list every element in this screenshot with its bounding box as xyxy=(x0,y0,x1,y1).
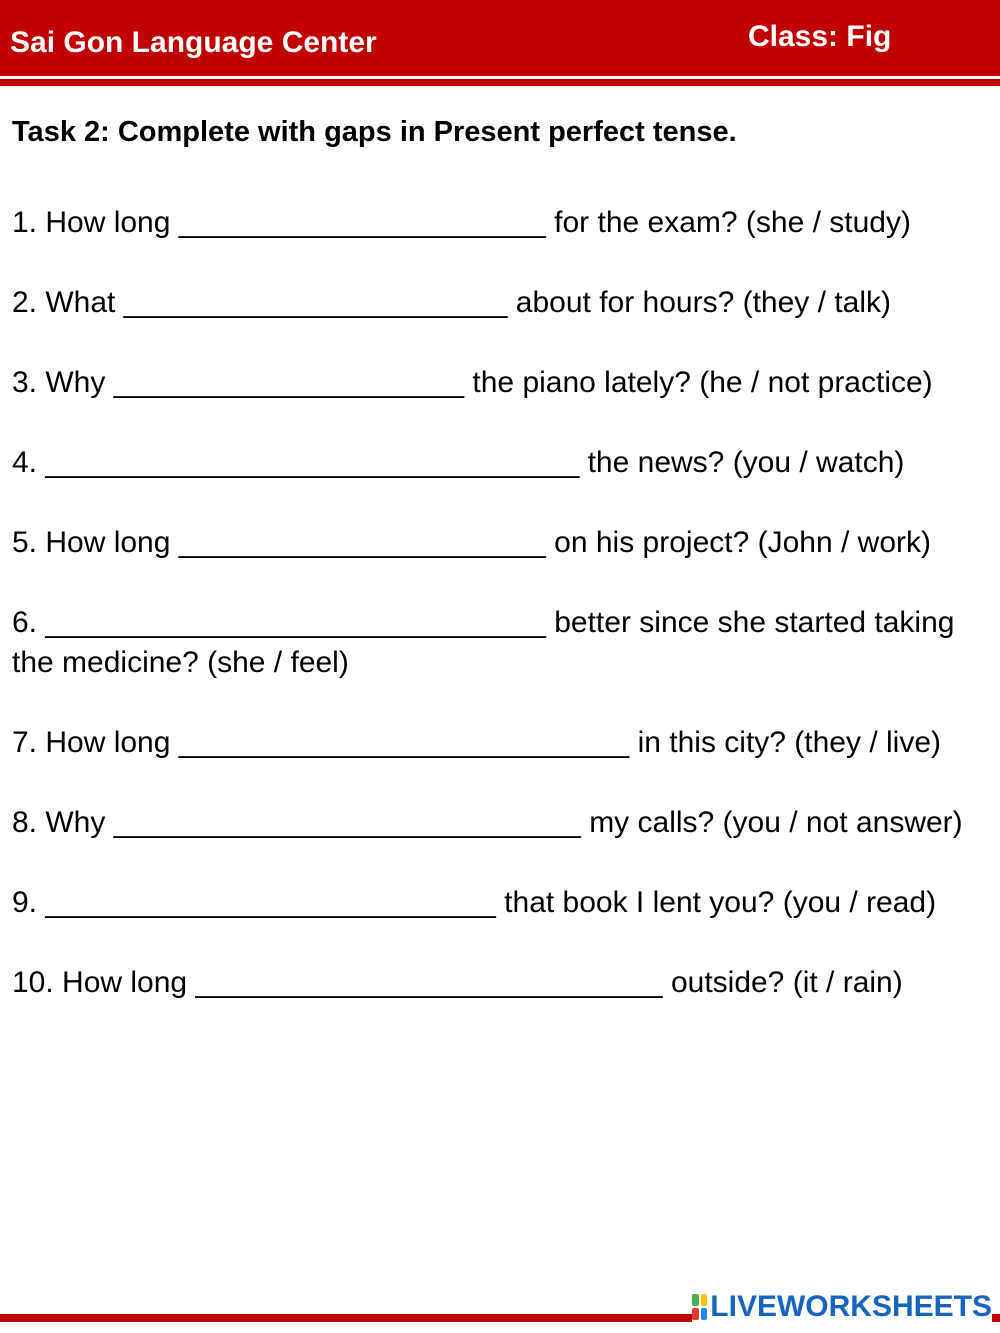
question-10: 10. How long ____________________________ outside? (it / rain) xyxy=(12,966,903,999)
liveworksheets-logo-icon xyxy=(692,1294,707,1320)
task-title: Task 2: Complete with gaps in Present perfect tense. xyxy=(12,116,737,148)
question-2: 2. What _______________________ about for hours? (they / talk) xyxy=(12,286,891,319)
header-divider xyxy=(0,79,1000,86)
question-6: 6. ______________________________ better since she started taking the medicine? (she / feel) xyxy=(12,606,955,679)
question-4: 4. ________________________________ the news? (you / watch) xyxy=(12,446,905,479)
question-1: 1. How long ______________________ for the exam? (she / study) xyxy=(12,206,911,239)
question-3: 3. Why _____________________ the piano lately? (he / not practice) xyxy=(12,366,933,399)
question-list xyxy=(12,203,997,1043)
center-name: Sai Gon Language Center xyxy=(10,26,377,59)
question-7: 7. How long ___________________________ in this city? (they / live) xyxy=(12,726,942,759)
question-8: 8. Why ____________________________ my calls? (you / not answer) xyxy=(12,806,963,839)
logo-text: LIVEWORKSHEETS xyxy=(710,1290,992,1323)
liveworksheets-logo[interactable] xyxy=(692,1290,992,1324)
question-9: 9. ___________________________ that book I lent you? (you / read) xyxy=(12,886,937,919)
question-5: 5. How long ______________________ on his project? (John / work) xyxy=(12,526,931,559)
class-label: Class: Fig xyxy=(748,20,892,53)
